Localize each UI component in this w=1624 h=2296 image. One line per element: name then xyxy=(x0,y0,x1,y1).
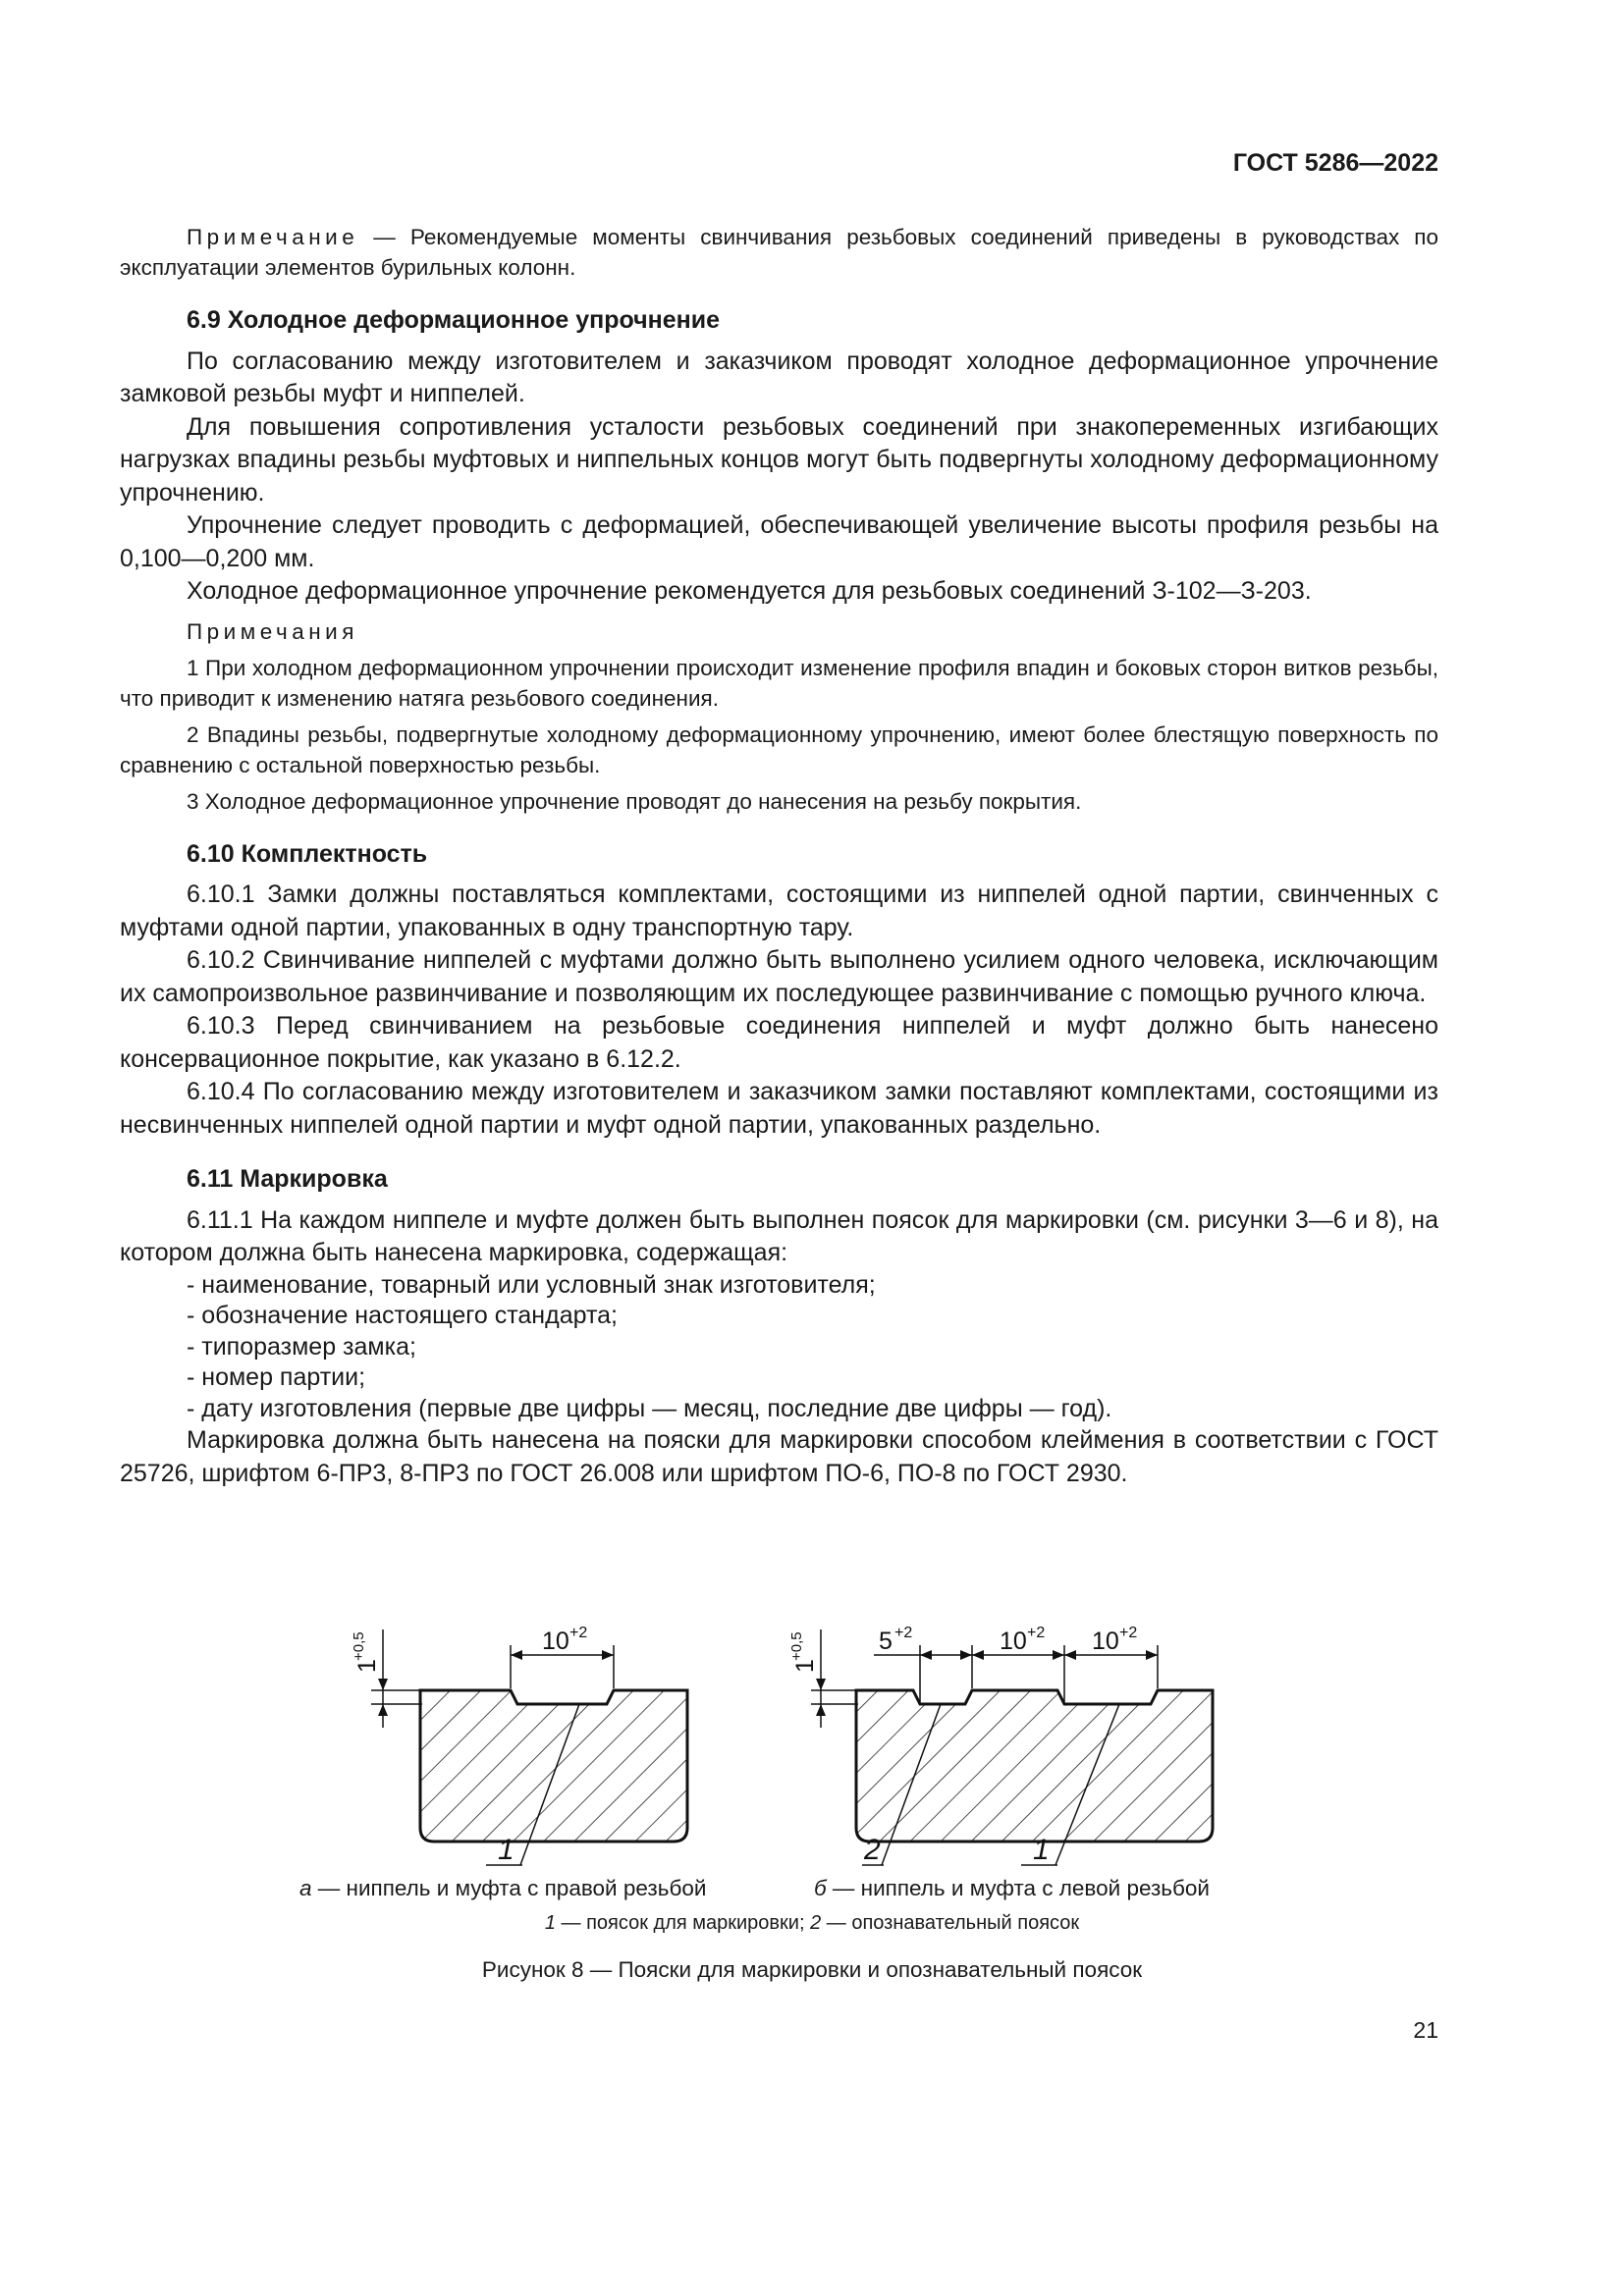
s610-p4: 6.10.4 По согласованию между изготовителем и заказчиком замки поставляют комплектами, состоящими из несвинченных ниппелей одной партии и муфт одной партии, упакованных раздельно. xyxy=(120,1078,1438,1139)
list-item: - номер партии; xyxy=(187,1363,366,1391)
dim-tol-b3: +2 xyxy=(1119,1625,1138,1641)
callout-1-b: 1 xyxy=(1033,1834,1050,1866)
s610-p2: 6.10.2 Свинчивание ниппелей с муфтами должно быть выполнено усилием одного человека, исключающим их самопроизвольное развинчивание и позволяющим их последующее развинчивание с помощью ручного ключа. xyxy=(120,946,1438,1007)
notes-label: Примечания xyxy=(187,618,358,644)
s611-p1: 6.11.1 На каждом ниппеле и муфте должен быть выполнен поясок для маркировки (см. рисунки 3—6 и 8), на котором должна быть нанесена маркировка, содержащая: xyxy=(120,1205,1438,1266)
nipple-section-b xyxy=(856,1690,1213,1842)
section-6-9-heading: 6.9 Холодное деформационное упрочнение xyxy=(187,306,721,334)
s69-p4: Холодное деформационное упрочнение рекомендуется для резьбовых соединений З-102—З-203. xyxy=(187,577,1312,605)
dim-tol-a: +2 xyxy=(569,1625,588,1641)
callout-1-a: 1 xyxy=(498,1834,514,1866)
list-item: - дату изготовления (первые две цифры — месяц, последние две цифры — год). xyxy=(187,1394,1112,1422)
s611-p2: Маркировка должна быть нанесена на пояски для маркировки способом клеймения в соответствии с ГОСТ 25726, шрифтом 6-ПР3, 8-ПР3 по ГОСТ 26.008 или шрифтом ПО-6, ПО-8 по ГОСТ 2930. xyxy=(120,1426,1438,1487)
list-item: - типоразмер замка; xyxy=(187,1332,416,1361)
dim-10-a: 10 xyxy=(542,1628,569,1655)
s69-p2: Для повышения сопротивления усталости резьбовых соединений при знакопеременных изгибающих нагрузках впадины резьбы муфтовых и ниппельных концов могут быть подвергнуты холодному деформационному упрочнению. xyxy=(120,412,1438,507)
callout-2-b: 2 xyxy=(864,1834,881,1866)
page-body xyxy=(120,222,1438,1490)
dim-tol-b2: +2 xyxy=(1027,1625,1046,1641)
s69-note-2: 2 Впадины резьбы, подвергнутые холодному деформационному упрочнению, имеют более блестящую поверхность по сравнению с остальной поверхностью резьбы. xyxy=(120,721,1438,777)
s610-p3: 6.10.3 Перед свинчиванием на резьбовые соединения ниппелей и муфт должно быть нанесено консервационное покрытие, как указано в 6.12.2. xyxy=(120,1012,1438,1073)
caption-b: б — ниппель и муфта с левой резьбой xyxy=(814,1876,1210,1900)
figure-title: Рисунок 8 — Пояски для маркировки и опознавательный поясок xyxy=(481,1957,1143,1982)
marking-list xyxy=(120,1270,1438,1425)
section-6-10-heading: 6.10 Комплектность xyxy=(187,839,428,868)
figure-8-drawing xyxy=(0,1590,1624,2002)
section-6-11-heading: 6.11 Маркировка xyxy=(187,1165,388,1193)
figure-legend: 1 — поясок для маркировки; 2 — опознавательный поясок xyxy=(544,1912,1080,1934)
s610-p1: 6.10.1 Замки должны поставляться комплектами, состоящими из ниппелей одной партии, свинченных с муфтами одной партии, упакованных в одну транспортную тару. xyxy=(120,881,1438,941)
note-label: Примечание xyxy=(187,225,359,249)
drawing-b xyxy=(788,1625,1213,1866)
dim-vertical-b: 1 xyxy=(791,1659,819,1673)
caption-a: а — ниппель и муфта с правой резьбой xyxy=(299,1876,707,1900)
note-top xyxy=(120,222,1438,283)
dim-vertical-a: 1 xyxy=(353,1659,381,1673)
dim-5-b: 5 xyxy=(879,1628,893,1655)
page-number: 21 xyxy=(1413,2017,1438,2043)
dim-vertical-tol-b: +0,5 xyxy=(788,1631,805,1661)
note-text: — Рекомендуемые моменты свинчивания резьбовых соединений приведены в руководствах по эксплуатации элементов бурильных колонн. xyxy=(120,225,1438,280)
dim-10-b2: 10 xyxy=(1092,1628,1119,1655)
s69-note-1: 1 При холодном деформационном упрочнении происходит изменение профиля впадин и боковых сторон витков резьбы, что приводит к изменению натяга резьбового соединения. xyxy=(120,655,1438,711)
list-item: - наименование, товарный или условный знак изготовителя; xyxy=(187,1270,876,1299)
s69-p3: Упрочнение следует проводить с деформацией, обеспечивающей увеличение высоты профиля резьбы на 0,100—0,200 мм. xyxy=(120,511,1438,572)
dim-vertical-tol-a: +0,5 xyxy=(351,1631,367,1661)
s69-note-3: 3 Холодное деформационное упрочнение проводят до нанесения на резьбу покрытия. xyxy=(187,788,1082,814)
nipple-section-a xyxy=(420,1690,687,1842)
s69-p1: По согласованию между изготовителем и заказчиком проводят холодное деформационное упрочнение замковой резьбы муфт и ниппелей. xyxy=(120,347,1438,407)
drawing-a xyxy=(351,1625,687,1866)
dim-tol-b1: +2 xyxy=(894,1625,913,1641)
standard-header: ГОСТ 5286—2022 xyxy=(1232,149,1438,177)
list-item: - обозначение настоящего стандарта; xyxy=(187,1302,618,1329)
dim-10-b1: 10 xyxy=(1000,1628,1027,1655)
